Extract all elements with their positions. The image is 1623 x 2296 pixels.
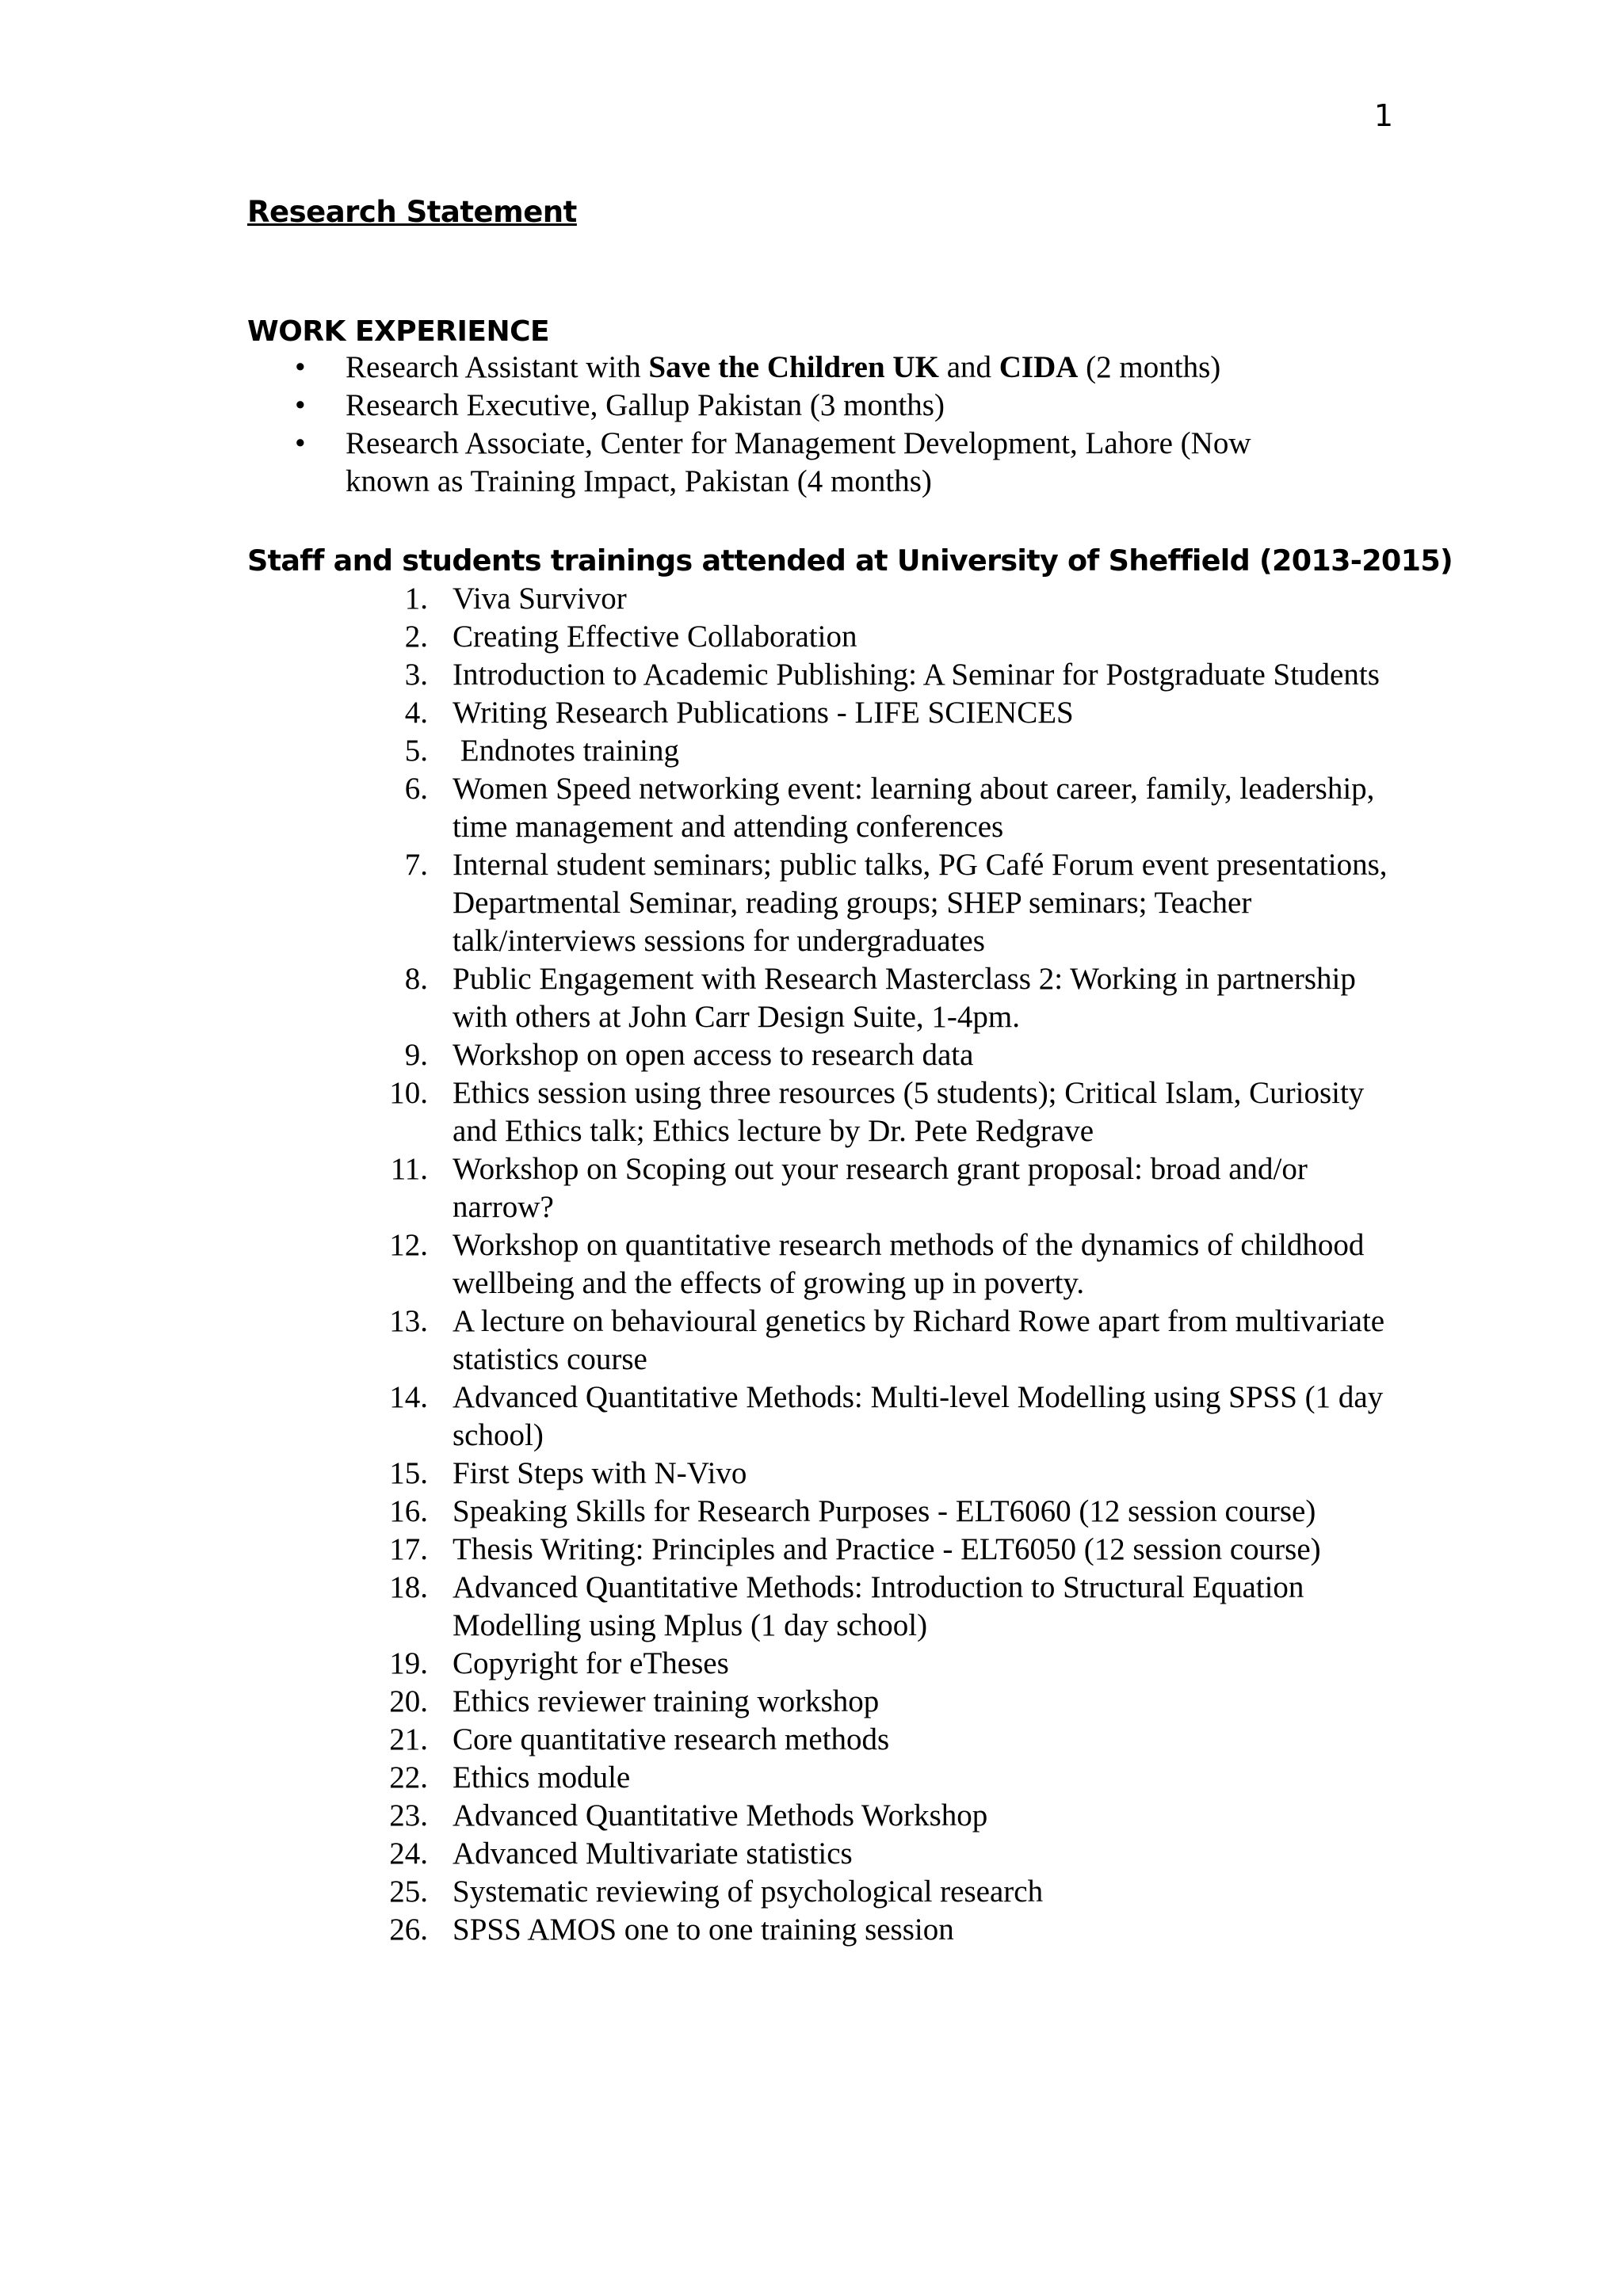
item-number: 8. xyxy=(404,962,428,996)
item-number: 21. xyxy=(389,1722,428,1756)
training-item xyxy=(0,1455,1411,1493)
training-item xyxy=(0,656,1411,694)
item-text: Systematic reviewing of psychological research xyxy=(453,1875,1044,1909)
training-item xyxy=(0,1379,1411,1455)
organization-name: Save the Children UK xyxy=(648,350,939,384)
item-text: Workshop on Scoping out your research grant proposal: broad and/or narrow? xyxy=(453,1152,1308,1224)
item-text: Introduction to Academic Publishing: A Seminar for Postgraduate Students xyxy=(453,658,1380,692)
trainings-list xyxy=(0,580,1411,1949)
item-number: 17. xyxy=(389,1532,428,1566)
work-experience-item xyxy=(0,349,1320,387)
item-number: 23. xyxy=(389,1798,428,1833)
training-item xyxy=(0,1150,1411,1226)
training-item xyxy=(0,1493,1411,1531)
training-item xyxy=(0,580,1411,618)
work-experience-item xyxy=(0,425,1320,501)
item-number: 2. xyxy=(404,620,428,654)
item-text: Copyright for eTheses xyxy=(453,1646,729,1680)
item-number: 10. xyxy=(389,1076,428,1110)
item-number: 15. xyxy=(389,1456,428,1490)
item-number: 13. xyxy=(389,1304,428,1338)
item-text: First Steps with N-Vivo xyxy=(453,1456,747,1490)
training-item xyxy=(0,1531,1411,1569)
training-item xyxy=(0,1569,1411,1645)
item-text: Creating Effective Collaboration xyxy=(453,620,857,654)
item-number: 12. xyxy=(389,1228,428,1262)
training-item xyxy=(0,1302,1411,1379)
item-text: Research Executive, Gallup Pakistan (3 months) xyxy=(346,388,945,422)
work-experience-heading: WORK EXPERIENCE xyxy=(247,315,550,348)
bullet-marker: • xyxy=(295,350,306,384)
item-number: 22. xyxy=(389,1760,428,1794)
training-item xyxy=(0,694,1411,732)
item-number: 3. xyxy=(404,658,428,692)
item-text: A lecture on behavioural genetics by Richard Rowe apart from multivariate statistics course xyxy=(453,1304,1385,1376)
item-text: Public Engagement with Research Masterclass 2: Working in partnership with others at John Carr Design Suite, 1-4pm. xyxy=(453,962,1356,1034)
training-item xyxy=(0,770,1411,846)
item-text: Advanced Quantitative Methods Workshop xyxy=(453,1798,988,1833)
item-text: and xyxy=(938,350,999,384)
training-item xyxy=(0,1797,1411,1835)
item-text: Internal student seminars; public talks, PG Café Forum event presentations, Departmental Seminar, reading groups; SHEP seminars; Teacher talk/interviews sessions for undergraduates xyxy=(453,848,1388,958)
item-text: Advanced Quantitative Methods: Introduction to Structural Equation Modelling using Mplus (1 day school) xyxy=(453,1570,1304,1642)
item-text: Ethics module xyxy=(453,1760,631,1794)
training-item xyxy=(0,846,1411,960)
training-item xyxy=(0,1835,1411,1873)
work-experience-list xyxy=(0,349,1320,501)
item-number: 24. xyxy=(389,1836,428,1871)
item-number: 9. xyxy=(404,1038,428,1072)
item-text: Core quantitative research methods xyxy=(453,1722,890,1756)
training-item xyxy=(0,1645,1411,1683)
item-text: Research Associate, Center for Management Development, Lahore (Now known as Training Impact, Pakistan (4 months) xyxy=(346,426,1251,498)
item-number: 6. xyxy=(404,772,428,806)
item-number: 7. xyxy=(404,848,428,882)
bullet-marker: • xyxy=(295,426,306,460)
bullet-marker: • xyxy=(295,388,306,422)
item-number: 20. xyxy=(389,1684,428,1718)
item-text: Women Speed networking event: learning about career, family, leadership, time management and attending conferences xyxy=(453,772,1375,844)
organization-name: CIDA xyxy=(999,350,1079,384)
item-text: Viva Survivor xyxy=(453,582,627,616)
item-text: Thesis Writing: Principles and Practice - ELT6050 (12 session course) xyxy=(453,1532,1321,1566)
item-number: 19. xyxy=(389,1646,428,1680)
item-text: Advanced Quantitative Methods: Multi-level Modelling using SPSS (1 day school) xyxy=(453,1380,1384,1452)
item-text: Endnotes training xyxy=(453,734,679,768)
item-text: Workshop on quantitative research methods of the dynamics of childhood wellbeing and the effects of growing up in poverty. xyxy=(453,1228,1365,1300)
training-item xyxy=(0,1226,1411,1302)
training-item xyxy=(0,1911,1411,1949)
training-item xyxy=(0,1036,1411,1074)
training-item xyxy=(0,1759,1411,1797)
item-number: 4. xyxy=(404,696,428,730)
item-text: Ethics session using three resources (5 students); Critical Islam, Curiosity and Ethics talk; Ethics lecture by Dr. Pete Redgrave xyxy=(453,1076,1365,1148)
item-text: SPSS AMOS one to one training session xyxy=(453,1913,954,1947)
training-item xyxy=(0,1074,1411,1150)
item-text: Workshop on open access to research data xyxy=(453,1038,974,1072)
training-item xyxy=(0,618,1411,656)
work-experience-item xyxy=(0,387,1320,425)
item-text: Writing Research Publications - LIFE SCIENCES xyxy=(453,696,1074,730)
item-text: Speaking Skills for Research Purposes - ELT6060 (12 session course) xyxy=(453,1494,1316,1528)
item-number: 16. xyxy=(389,1494,428,1528)
item-number: 5. xyxy=(404,734,428,768)
training-item xyxy=(0,1683,1411,1721)
training-item xyxy=(0,960,1411,1036)
item-text: (2 months) xyxy=(1078,350,1221,384)
trainings-heading: Staff and students trainings attended at University of Sheffield (2013-2015) xyxy=(247,543,1453,578)
item-text: Research Assistant with xyxy=(346,350,649,384)
training-item xyxy=(0,1873,1411,1911)
item-text: Ethics reviewer training workshop xyxy=(453,1684,880,1718)
training-item xyxy=(0,732,1411,770)
item-number: 14. xyxy=(389,1380,428,1414)
training-item xyxy=(0,1721,1411,1759)
document-title: Research Statement xyxy=(247,195,577,229)
item-text: Advanced Multivariate statistics xyxy=(453,1836,853,1871)
item-number: 26. xyxy=(389,1913,428,1947)
item-number: 18. xyxy=(389,1570,428,1604)
item-number: 1. xyxy=(404,582,428,616)
item-number: 11. xyxy=(390,1152,428,1186)
page-number: 1 xyxy=(1373,98,1393,133)
item-number: 25. xyxy=(389,1875,428,1909)
